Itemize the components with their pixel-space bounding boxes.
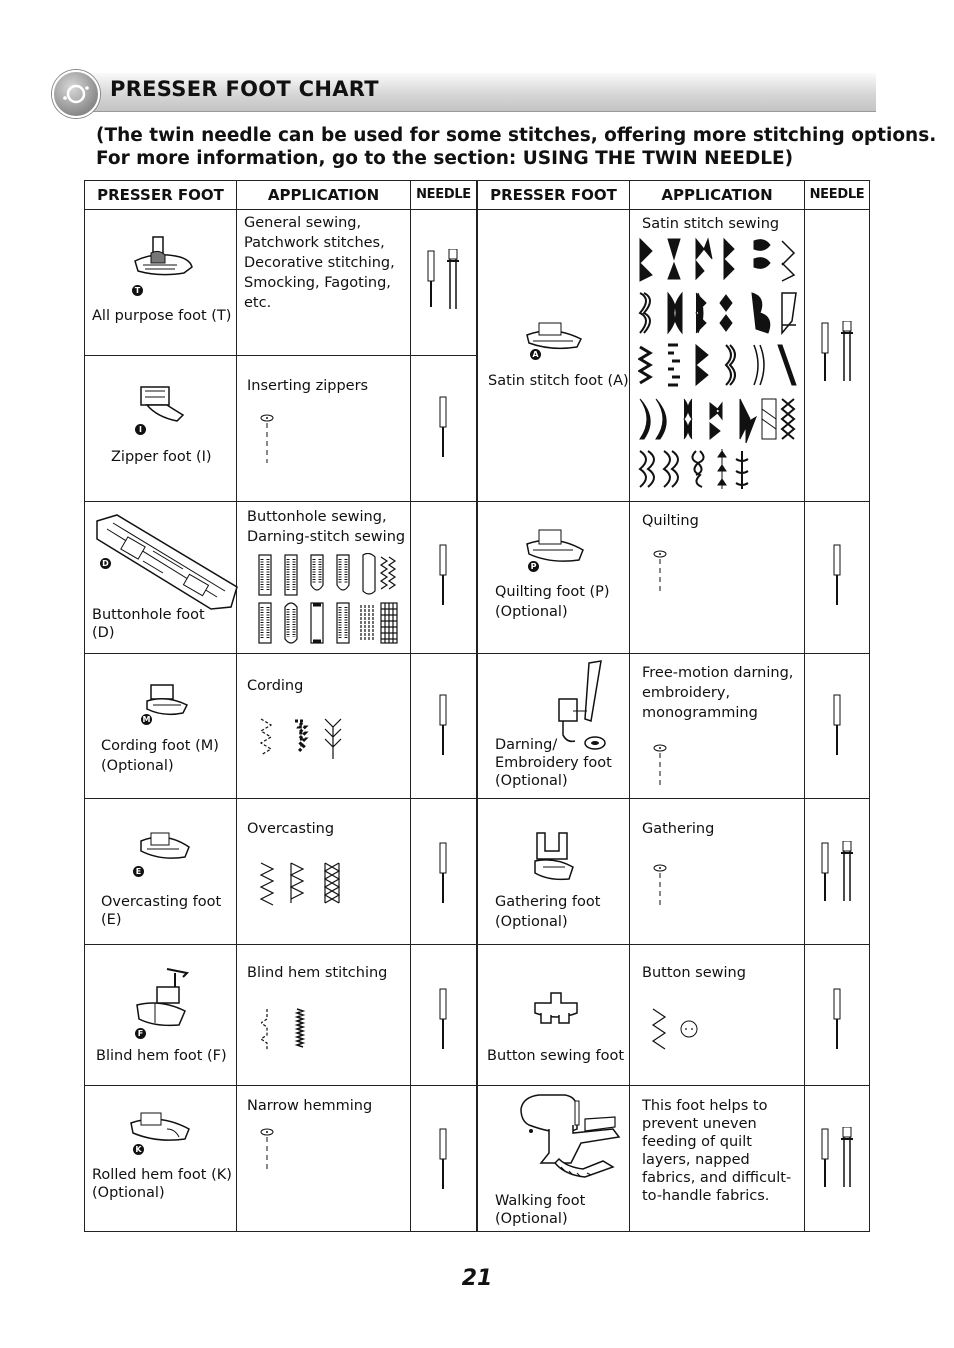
stitch-pattern-icon xyxy=(261,1007,311,1053)
foot-name: Buttonhole foot (D) xyxy=(92,607,205,641)
foot-letter-badge: P xyxy=(528,561,539,572)
foot-letter-badge: D xyxy=(100,558,111,569)
single-needle-icon xyxy=(831,693,843,759)
application-text: Satin stitch sewing xyxy=(642,216,780,232)
intro-line-2: For more information, go to the section: USING THE TWIN NEEDLE) xyxy=(96,148,794,169)
foot-letter-badge: M xyxy=(142,715,151,724)
foot-letter-badge: F xyxy=(135,1028,146,1039)
twin-needle-icon xyxy=(817,321,857,391)
presser-foot-icon xyxy=(143,683,191,719)
application-text: Buttonhole sewing, Darning-stitch sewing xyxy=(247,509,406,545)
presser-foot-icon xyxy=(131,967,195,1033)
foot-name: Walking foot (Optional) xyxy=(495,1193,586,1227)
presser-foot-icon xyxy=(515,1093,623,1193)
twin-needle-icon xyxy=(817,841,857,911)
presser-foot-icon xyxy=(529,989,581,1029)
foot-name: Overcasting foot (E) xyxy=(101,894,222,928)
foot-name: All purpose foot (T) xyxy=(92,308,232,324)
column-header-foot-right: PRESSER FOOT xyxy=(490,186,617,204)
application-text: General sewing, Patchwork stitches, Decorative stitching, Smocking, Fagoting, etc. xyxy=(244,215,395,311)
foot-name: Cording foot (M) (Optional) xyxy=(101,738,219,774)
stitch-pattern-icon xyxy=(257,861,347,909)
application-text: This foot helps to prevent uneven feeding of quilt layers, napped fabrics, and difficult- to-handle fabrics. xyxy=(642,1098,792,1204)
stitch-pattern-icon xyxy=(653,743,667,789)
presser-foot-icon xyxy=(93,511,245,611)
application-text: Quilting xyxy=(642,513,699,529)
presser-foot-icon xyxy=(135,829,195,869)
column-header-needle: NEEDLE xyxy=(416,187,471,202)
single-needle-icon xyxy=(437,395,449,461)
foot-letter-badge: K xyxy=(133,1144,144,1155)
application-text: Overcasting xyxy=(247,821,335,837)
foot-letter-badge: I xyxy=(135,424,146,435)
page-title: PRESSER FOOT CHART xyxy=(110,77,379,101)
foot-name: Satin stitch foot (A) xyxy=(488,373,629,389)
foot-name: Button sewing foot xyxy=(487,1048,625,1064)
column-header-application-right: APPLICATION xyxy=(661,186,773,204)
presser-foot-table xyxy=(84,180,870,1232)
application-text: Free-motion darning, embroidery, monogramming xyxy=(642,665,794,721)
column-header-application: APPLICATION xyxy=(267,186,380,204)
foot-name: Darning/ Embroidery foot (Optional) xyxy=(495,737,612,789)
column-header-needle-right: NEEDLE xyxy=(809,187,865,202)
single-needle-icon xyxy=(437,1127,449,1193)
foot-name: Gathering foot (Optional) xyxy=(495,894,601,930)
application-text: Button sewing xyxy=(642,965,746,981)
stitch-pattern-icon xyxy=(257,553,403,647)
single-needle-icon xyxy=(831,987,843,1053)
application-text: Narrow hemming xyxy=(247,1098,373,1114)
application-text: Cording xyxy=(247,678,304,694)
twin-needle-icon xyxy=(817,1127,857,1197)
stitch-pattern-icon xyxy=(653,863,667,909)
page-number: 21 xyxy=(461,1266,493,1291)
presser-foot-icon xyxy=(529,829,579,885)
foot-name: Quilting foot (P) (Optional) xyxy=(495,584,610,620)
section-header xyxy=(52,70,876,114)
foot-name: Rolled hem foot (K) (Optional) xyxy=(92,1167,232,1201)
stitch-pattern-icon xyxy=(260,413,274,463)
twin-needle-icon xyxy=(423,249,463,319)
single-needle-icon xyxy=(437,987,449,1053)
stitch-pattern-icon xyxy=(638,237,800,493)
stitch-pattern-icon xyxy=(651,1007,703,1053)
application-text: Gathering xyxy=(642,821,715,837)
intro-line-1: (The twin needle can be used for some stitches, offering more stitching options. xyxy=(96,125,937,146)
stitch-pattern-icon xyxy=(653,549,667,595)
foot-name: Zipper foot (I) xyxy=(111,449,212,465)
single-needle-icon xyxy=(831,543,843,609)
application-text: Inserting zippers xyxy=(247,378,369,394)
foot-letter-badge: T xyxy=(132,285,143,296)
foot-name: Blind hem foot (F) xyxy=(96,1048,227,1064)
single-needle-icon xyxy=(437,841,449,907)
application-text: Blind hem stitching xyxy=(247,965,388,981)
presser-foot-icon xyxy=(125,231,195,289)
intro-note xyxy=(96,124,937,170)
presser-foot-icon xyxy=(133,383,189,425)
stitch-pattern-icon xyxy=(257,717,347,763)
gear-circle-icon xyxy=(52,70,100,118)
foot-letter-badge: A xyxy=(530,349,541,360)
column-header-foot: PRESSER FOOT xyxy=(97,186,224,204)
single-needle-icon xyxy=(437,693,449,759)
stitch-pattern-icon xyxy=(260,1127,274,1173)
single-needle-icon xyxy=(437,543,449,609)
foot-letter-badge: E xyxy=(133,866,144,877)
